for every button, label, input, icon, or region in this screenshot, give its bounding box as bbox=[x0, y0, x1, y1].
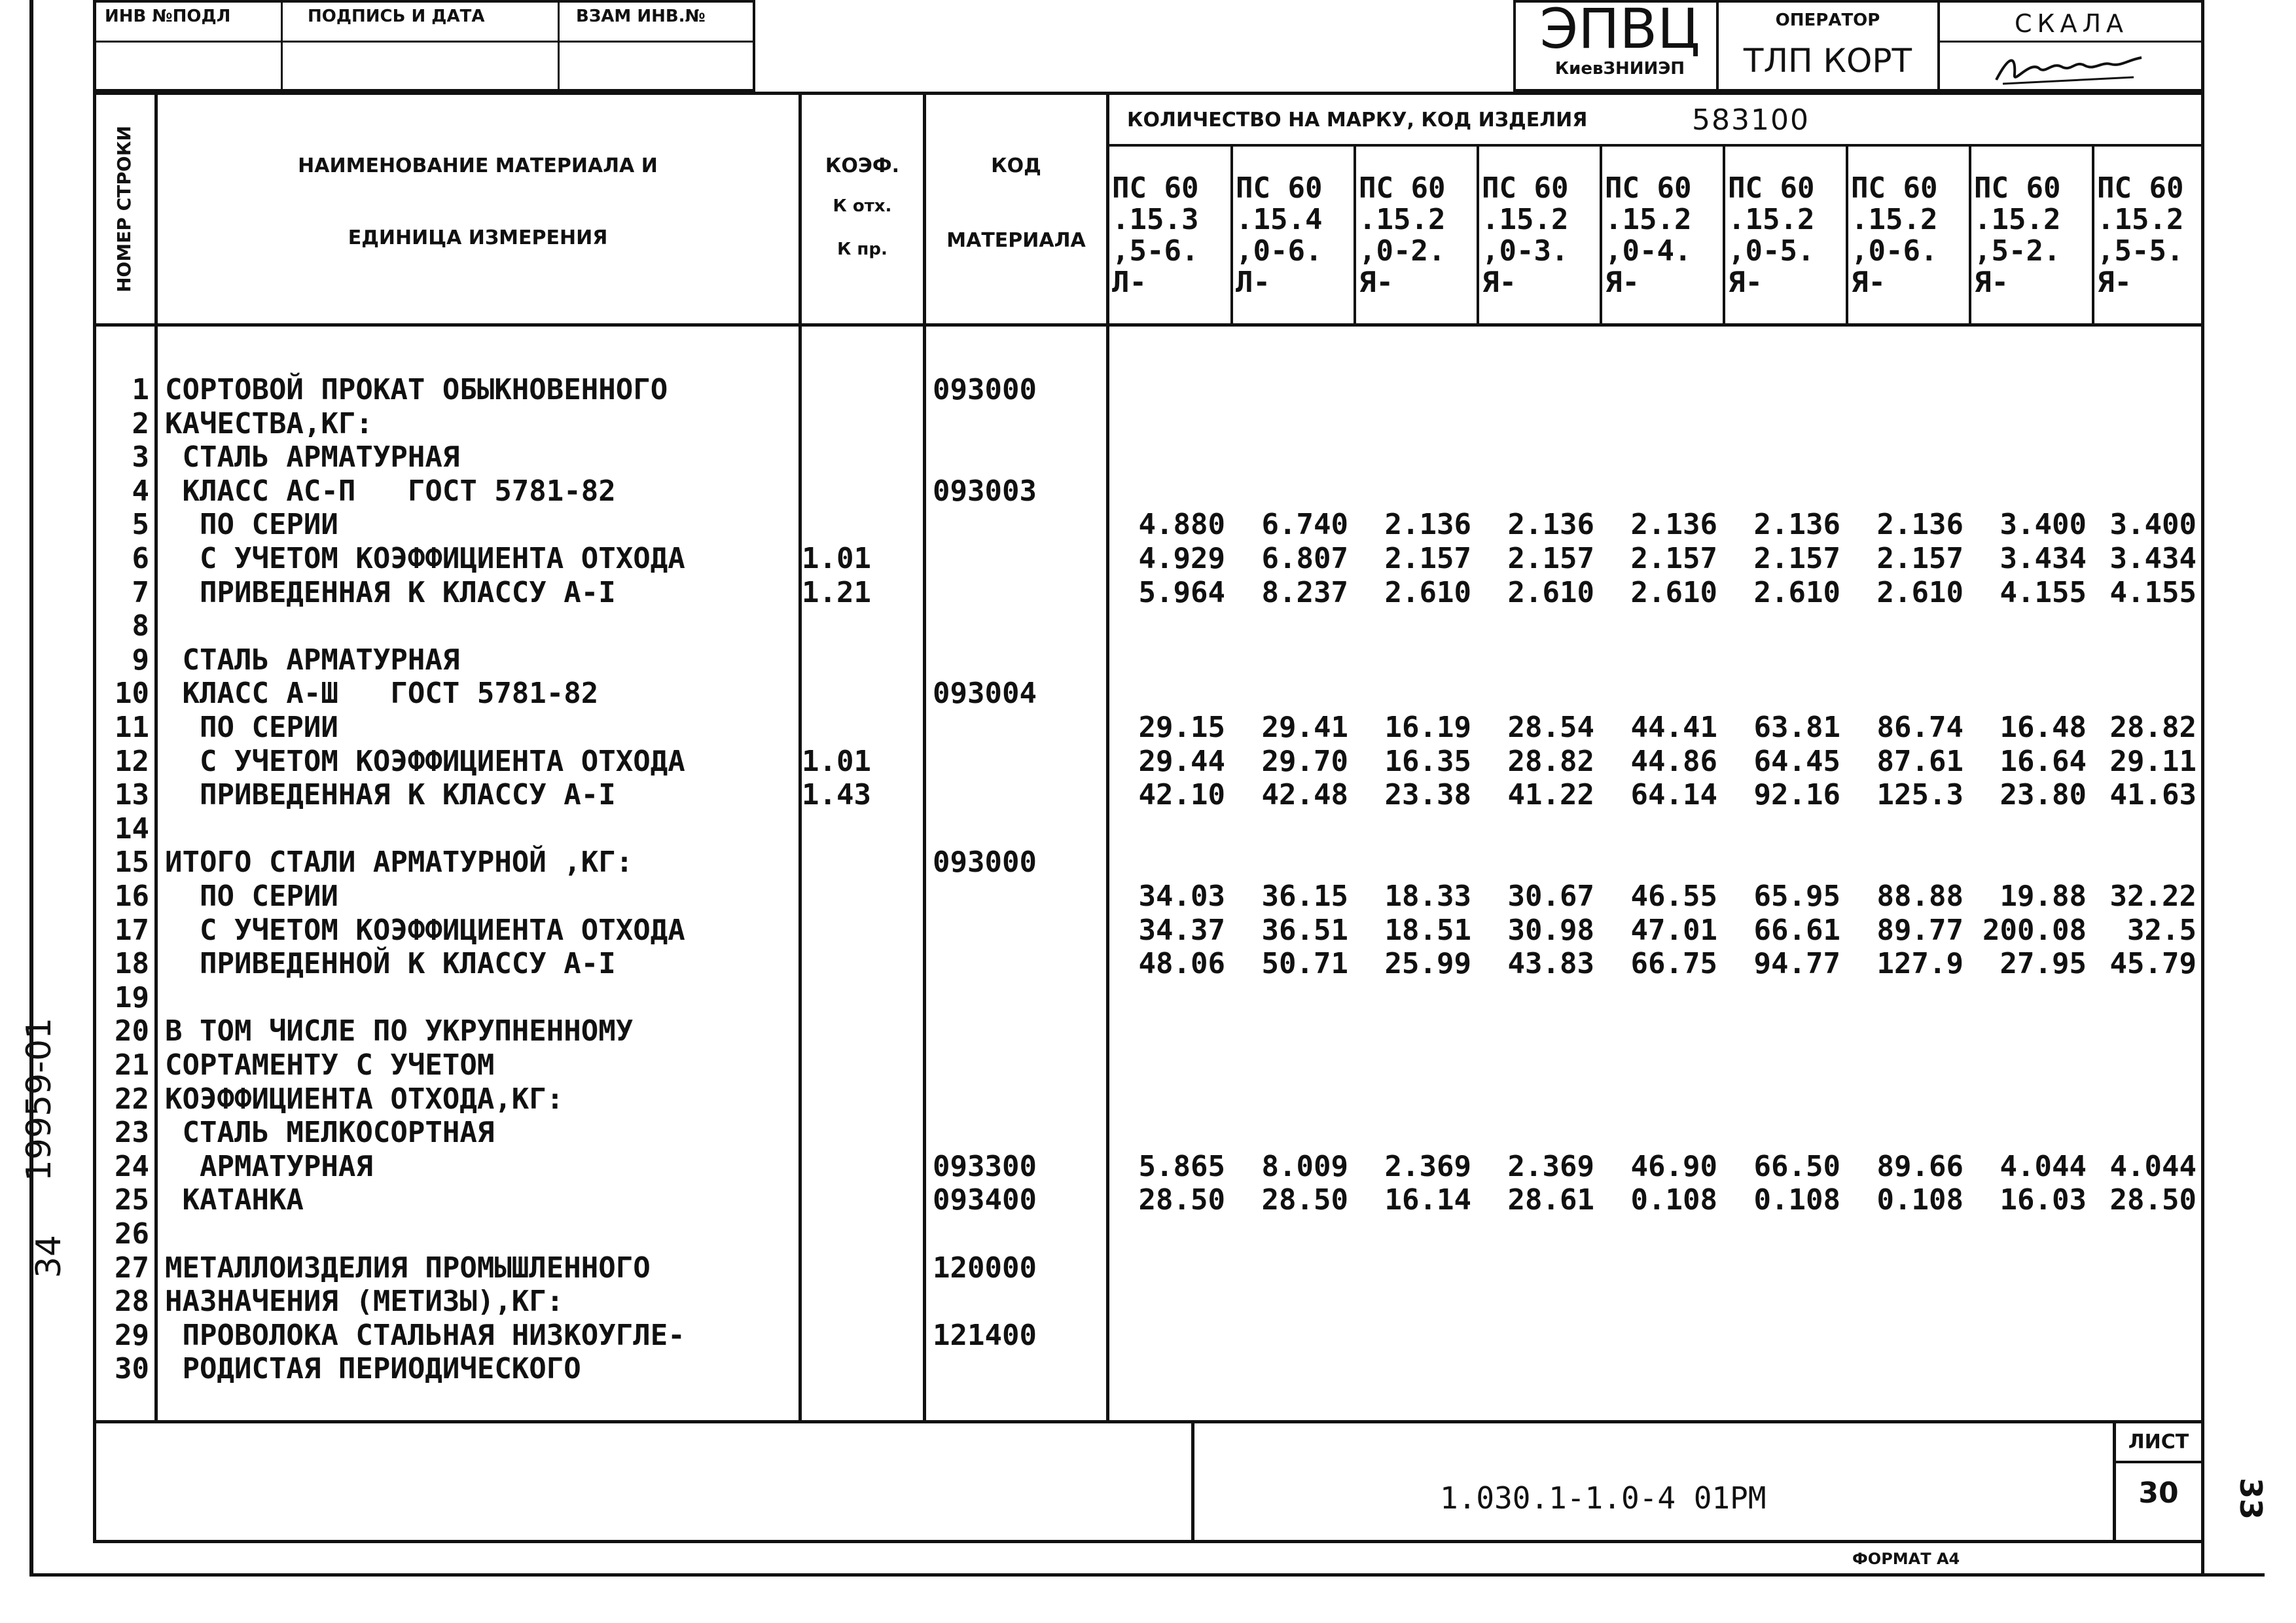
row-value: 2.610 bbox=[1384, 575, 1471, 609]
table-row bbox=[0, 711, 2201, 744]
row-number: 18 bbox=[115, 947, 149, 981]
table-row bbox=[0, 407, 2201, 440]
row-value: 2.610 bbox=[1630, 575, 1717, 609]
row-value: 45.79 bbox=[2109, 947, 2197, 981]
row-value: 28.54 bbox=[1507, 711, 1594, 744]
table-row bbox=[0, 1014, 2201, 1048]
row-material-code: 093000 bbox=[933, 846, 1037, 880]
row-number: 12 bbox=[115, 744, 149, 778]
table-row bbox=[0, 1082, 2201, 1116]
row-value: 43.83 bbox=[1507, 947, 1594, 981]
row-value: 4.155 bbox=[2109, 575, 2197, 609]
row-value: 8.237 bbox=[1261, 575, 1348, 609]
row-material-name: ПО СЕРИИ bbox=[165, 711, 338, 744]
row-material-name: КЛАСС АС-П ГОСТ 5781-82 bbox=[165, 474, 616, 508]
row-number: 3 bbox=[132, 440, 149, 474]
row-value: 28.50 bbox=[2109, 1183, 2197, 1217]
stamp-operator-value: ТЛП КОРТ bbox=[1743, 42, 1912, 80]
table-row bbox=[0, 846, 2201, 879]
table-row bbox=[0, 981, 2201, 1014]
product-column-3: ПС 60 .15.2 ,0-2. Я- bbox=[1359, 171, 1446, 299]
row-value: 42.10 bbox=[1138, 778, 1225, 812]
table-row bbox=[0, 677, 2201, 710]
row-value: 18.33 bbox=[1384, 880, 1471, 913]
row-value: 32.5 bbox=[2127, 913, 2197, 947]
row-number: 13 bbox=[115, 778, 149, 812]
row-material-name: КАТАНКА bbox=[165, 1183, 304, 1217]
row-value: 2.369 bbox=[1507, 1149, 1594, 1183]
table-row bbox=[0, 576, 2201, 609]
row-value: 50.71 bbox=[1261, 947, 1348, 981]
header-coef-line1: КОЭФ. bbox=[825, 154, 900, 177]
table-row bbox=[0, 542, 2201, 575]
header-coef-line3: К пр. bbox=[837, 240, 888, 259]
row-value: 6.807 bbox=[1261, 542, 1348, 575]
table-row bbox=[0, 1352, 2201, 1385]
table-row bbox=[0, 440, 2201, 474]
row-value: 4.044 bbox=[2000, 1149, 2087, 1183]
row-material-name: В ТОМ ЧИСЛЕ ПО УКРУПНЕННОМУ bbox=[165, 1014, 634, 1048]
row-value: 36.51 bbox=[1261, 913, 1348, 947]
row-value: 63.81 bbox=[1753, 711, 1840, 744]
row-value: 89.66 bbox=[1876, 1149, 1964, 1183]
row-value: 2.136 bbox=[1507, 508, 1594, 542]
table-row bbox=[0, 745, 2201, 778]
row-value: 5.964 bbox=[1138, 575, 1225, 609]
table-row bbox=[0, 1183, 2201, 1217]
row-number: 5 bbox=[132, 508, 149, 542]
row-value: 4.044 bbox=[2109, 1149, 2197, 1183]
row-number: 10 bbox=[115, 677, 149, 711]
stamp-org-big: ЭПВЦ bbox=[1539, 0, 1700, 61]
row-value: 28.82 bbox=[2109, 711, 2197, 744]
table-row bbox=[0, 1319, 2201, 1352]
header-code-line2: МАТЕРИАЛА bbox=[946, 229, 1086, 252]
row-material-code: 120000 bbox=[933, 1251, 1037, 1285]
row-value: 47.01 bbox=[1630, 913, 1717, 947]
row-number: 20 bbox=[115, 1014, 149, 1048]
row-material-name: С УЧЕТОМ КОЭФФИЦИЕНТА ОТХОДА bbox=[165, 913, 685, 947]
row-value: 42.48 bbox=[1261, 778, 1348, 812]
table-row bbox=[0, 778, 2201, 812]
row-value: 3.434 bbox=[2000, 542, 2087, 575]
row-value: 89.77 bbox=[1876, 913, 1964, 947]
table-row bbox=[0, 914, 2201, 947]
header-code-line1: КОД bbox=[991, 154, 1041, 177]
stamp-operator-label: ОПЕРАТОР bbox=[1775, 10, 1880, 30]
row-value: 29.70 bbox=[1261, 744, 1348, 778]
row-material-name: ПРИВЕДЕННОЙ К КЛАССУ А-I bbox=[165, 947, 616, 981]
row-material-code: 093000 bbox=[933, 373, 1037, 406]
row-value: 28.61 bbox=[1507, 1183, 1594, 1217]
row-value: 34.37 bbox=[1138, 913, 1225, 947]
row-coefficient: 1.01 bbox=[802, 744, 871, 778]
row-value: 19.88 bbox=[2000, 880, 2087, 913]
table-row bbox=[0, 880, 2201, 913]
row-value: 2.369 bbox=[1384, 1149, 1471, 1183]
product-column-8: ПС 60 .15.2 ,5-2. Я- bbox=[1974, 171, 2061, 299]
row-value: 29.41 bbox=[1261, 711, 1348, 744]
row-value: 18.51 bbox=[1384, 913, 1471, 947]
row-value: 34.03 bbox=[1138, 880, 1225, 913]
row-value: 44.86 bbox=[1630, 744, 1717, 778]
row-value: 16.64 bbox=[2000, 744, 2087, 778]
row-number: 23 bbox=[115, 1116, 149, 1150]
stamp-podpis-data: ПОДПИСЬ И ДАТА bbox=[308, 7, 485, 26]
row-value: 28.50 bbox=[1138, 1183, 1225, 1217]
row-material-name: РОДИСТАЯ ПЕРИОДИЧЕСКОГО bbox=[165, 1352, 581, 1386]
row-material-name: СТАЛЬ АРМАТУРНАЯ bbox=[165, 643, 460, 677]
row-value: 16.19 bbox=[1384, 711, 1471, 744]
product-column-2: ПС 60 .15.4 ,0-6. Л- bbox=[1236, 171, 1323, 299]
row-number: 11 bbox=[115, 711, 149, 744]
row-value: 8.009 bbox=[1261, 1149, 1348, 1183]
row-value: 2.610 bbox=[1507, 575, 1594, 609]
product-column-4: ПС 60 .15.2 ,0-3. Я- bbox=[1482, 171, 1569, 299]
row-value: 2.157 bbox=[1876, 542, 1964, 575]
row-value: 2.157 bbox=[1753, 542, 1840, 575]
row-value: 16.14 bbox=[1384, 1183, 1471, 1217]
row-value: 25.99 bbox=[1384, 947, 1471, 981]
row-material-name: С УЧЕТОМ КОЭФФИЦИЕНТА ОТХОДА bbox=[165, 744, 685, 778]
row-value: 44.41 bbox=[1630, 711, 1717, 744]
row-value: 4.929 bbox=[1138, 542, 1225, 575]
footer-sheet-line bbox=[2113, 1461, 2204, 1463]
row-value: 64.45 bbox=[1753, 744, 1840, 778]
stamp-inv-podl: ИНВ №ПОДЛ bbox=[105, 7, 231, 26]
row-value: 3.400 bbox=[2109, 508, 2197, 542]
row-value: 86.74 bbox=[1876, 711, 1964, 744]
row-value: 127.9 bbox=[1876, 947, 1964, 981]
row-number: 24 bbox=[115, 1149, 149, 1183]
row-value: 6.740 bbox=[1261, 508, 1348, 542]
row-value: 28.50 bbox=[1261, 1183, 1348, 1217]
footer-format-label: ФОРМАТ А4 bbox=[1852, 1550, 1960, 1568]
row-number: 25 bbox=[115, 1183, 149, 1217]
header-qty-label: КОЛИЧЕСТВО НА МАРКУ, КОД ИЗДЕЛИЯ bbox=[1127, 109, 1588, 132]
table-row bbox=[0, 643, 2201, 677]
row-number: 4 bbox=[132, 474, 149, 508]
header-name-line1: НАИМЕНОВАНИЕ МАТЕРИАЛА И bbox=[298, 154, 658, 177]
row-value: 28.82 bbox=[1507, 744, 1594, 778]
footer-divider bbox=[1191, 1420, 1194, 1543]
product-column-9: ПС 60 .15.2 ,5-5. Я- bbox=[2097, 173, 2184, 299]
row-value: 87.61 bbox=[1876, 744, 1964, 778]
row-value: 94.77 bbox=[1753, 947, 1840, 981]
row-value: 36.15 bbox=[1261, 880, 1348, 913]
row-number: 15 bbox=[115, 846, 149, 880]
row-value: 2.136 bbox=[1630, 508, 1717, 542]
row-number: 16 bbox=[115, 880, 149, 913]
row-material-name: ИТОГО СТАЛИ АРМАТУРНОЙ ,КГ: bbox=[165, 846, 634, 880]
row-value: 23.80 bbox=[2000, 778, 2087, 812]
row-number: 27 bbox=[115, 1251, 149, 1285]
row-material-name: АРМАТУРНАЯ bbox=[165, 1149, 373, 1183]
row-value: 48.06 bbox=[1138, 947, 1225, 981]
header-row-number: НОМЕР СТРОКИ bbox=[113, 126, 135, 293]
row-value: 2.610 bbox=[1753, 575, 1840, 609]
row-value: 0.108 bbox=[1876, 1183, 1964, 1217]
row-value: 29.15 bbox=[1138, 711, 1225, 744]
product-column-6: ПС 60 .15.2 ,0-5. Я- bbox=[1728, 171, 1815, 299]
table-row bbox=[0, 474, 2201, 508]
row-material-name: ПО СЕРИИ bbox=[165, 508, 338, 542]
table-row bbox=[0, 1251, 2201, 1285]
row-material-name: КОЭФФИЦИЕНТА ОТХОДА,КГ: bbox=[165, 1082, 564, 1116]
row-value: 4.155 bbox=[2000, 575, 2087, 609]
table-row bbox=[0, 1048, 2201, 1082]
row-material-code: 121400 bbox=[933, 1318, 1037, 1352]
side-page-number: 34 bbox=[29, 1234, 69, 1279]
row-material-name: ПРИВЕДЕННАЯ К КЛАССУ А-I bbox=[165, 778, 616, 812]
stamp-vzam-inv: ВЗАМ ИНВ.№ bbox=[576, 7, 706, 26]
row-number: 22 bbox=[115, 1082, 149, 1116]
product-column-5: ПС 60 .15.2 ,0-4. Я- bbox=[1605, 171, 1692, 299]
table-row bbox=[0, 508, 2201, 541]
footer-sheet-label: ЛИСТ bbox=[2128, 1431, 2189, 1454]
row-material-code: 093300 bbox=[933, 1149, 1037, 1183]
row-number: 26 bbox=[115, 1217, 149, 1251]
header-coef-line2: К отх. bbox=[833, 196, 892, 216]
row-value: 23.38 bbox=[1384, 778, 1471, 812]
row-material-code: 093400 bbox=[933, 1183, 1037, 1217]
row-number: 8 bbox=[132, 609, 149, 643]
product-column-7: ПС 60 .15.2 ,0-6. Я- bbox=[1851, 171, 1938, 299]
row-value: 65.95 bbox=[1753, 880, 1840, 913]
row-value: 3.434 bbox=[2109, 542, 2197, 575]
footer-doc-code: 1.030.1-1.0-4 01PM bbox=[1440, 1480, 1767, 1516]
row-number: 28 bbox=[115, 1285, 149, 1319]
row-number: 21 bbox=[115, 1048, 149, 1082]
table-row bbox=[0, 947, 2201, 980]
row-number: 14 bbox=[115, 812, 149, 846]
row-value: 16.03 bbox=[2000, 1183, 2087, 1217]
row-material-name: СТАЛЬ МЕЛКОСОРТНАЯ bbox=[165, 1116, 495, 1150]
table-row bbox=[0, 373, 2201, 406]
product-column-1: ПС 60 .15.3 ,5-6. Л- bbox=[1112, 171, 1199, 299]
row-number: 6 bbox=[132, 542, 149, 575]
row-value: 92.16 bbox=[1753, 778, 1840, 812]
row-value: 41.63 bbox=[2109, 778, 2197, 812]
row-value: 2.136 bbox=[1753, 508, 1840, 542]
row-material-name: СТАЛЬ АРМАТУРНАЯ bbox=[165, 440, 460, 474]
row-value: 2.610 bbox=[1876, 575, 1964, 609]
row-value: 27.95 bbox=[2000, 947, 2087, 981]
row-number: 7 bbox=[132, 575, 149, 609]
row-value: 2.157 bbox=[1630, 542, 1717, 575]
row-value: 66.61 bbox=[1753, 913, 1840, 947]
row-value: 4.880 bbox=[1138, 508, 1225, 542]
row-value: 125.3 bbox=[1876, 778, 1964, 812]
row-material-name: СОРТАМЕНТУ С УЧЕТОМ bbox=[165, 1048, 495, 1082]
footer-sheet-number: 30 bbox=[2138, 1476, 2179, 1510]
row-coefficient: 1.01 bbox=[802, 542, 871, 575]
row-value: 2.157 bbox=[1384, 542, 1471, 575]
row-value: 29.11 bbox=[2109, 744, 2197, 778]
header-name-line2: ЕДИНИЦА ИЗМЕРЕНИЯ bbox=[348, 226, 608, 249]
row-coefficient: 1.43 bbox=[802, 778, 871, 812]
row-value: 32.22 bbox=[2109, 880, 2197, 913]
row-value: 46.55 bbox=[1630, 880, 1717, 913]
row-value: 41.22 bbox=[1507, 778, 1594, 812]
table-row bbox=[0, 609, 2201, 643]
row-value: 30.98 bbox=[1507, 913, 1594, 947]
row-value: 200.08 bbox=[1982, 913, 2087, 947]
row-value: 88.88 bbox=[1876, 880, 1964, 913]
row-value: 66.50 bbox=[1753, 1149, 1840, 1183]
row-material-name: ПО СЕРИИ bbox=[165, 880, 338, 913]
row-number: 9 bbox=[132, 643, 149, 677]
row-value: 29.44 bbox=[1138, 744, 1225, 778]
row-material-name: С УЧЕТОМ КОЭФФИЦИЕНТА ОТХОДА bbox=[165, 542, 685, 575]
row-value: 16.48 bbox=[2000, 711, 2087, 744]
row-value: 16.35 bbox=[1384, 744, 1471, 778]
row-material-name: КЛАСС А-Ш ГОСТ 5781-82 bbox=[165, 677, 599, 711]
row-value: 2.157 bbox=[1507, 542, 1594, 575]
row-number: 19 bbox=[115, 980, 149, 1014]
row-number: 30 bbox=[115, 1352, 149, 1386]
row-material-name: МЕТАЛЛОИЗДЕЛИЯ ПРОМЫШЛЕННОГО bbox=[165, 1251, 651, 1285]
row-value: 0.108 bbox=[1753, 1183, 1840, 1217]
table-row bbox=[0, 1285, 2201, 1318]
row-value: 2.136 bbox=[1876, 508, 1964, 542]
row-value: 5.865 bbox=[1138, 1149, 1225, 1183]
row-value: 30.67 bbox=[1507, 880, 1594, 913]
row-value: 0.108 bbox=[1630, 1183, 1717, 1217]
stamp-system-label: СКАЛА bbox=[2014, 9, 2129, 38]
row-material-code: 093004 bbox=[933, 677, 1037, 711]
row-material-name: ПРОВОЛОКА СТАЛЬНАЯ НИЗКОУГЛЕ- bbox=[165, 1318, 685, 1352]
row-material-name: СОРТОВОЙ ПРОКАТ ОБЫКНОВЕННОГО bbox=[165, 373, 668, 406]
row-material-name: НАЗНАЧЕНИЯ (МЕТИЗЫ),КГ: bbox=[165, 1285, 564, 1319]
row-number: 17 bbox=[115, 913, 149, 947]
row-value: 66.75 bbox=[1630, 947, 1717, 981]
margin-sheet-number: 33 bbox=[2233, 1477, 2269, 1520]
row-value: 64.14 bbox=[1630, 778, 1717, 812]
row-number: 2 bbox=[132, 406, 149, 440]
row-material-name: КАЧЕСТВА,КГ: bbox=[165, 406, 373, 440]
stamp-org-small: КиевЗНИИЭП bbox=[1554, 59, 1685, 79]
row-number: 1 bbox=[132, 373, 149, 406]
row-coefficient: 1.21 bbox=[802, 575, 871, 609]
row-material-name: ПРИВЕДЕННАЯ К КЛАССУ А-I bbox=[165, 575, 616, 609]
table-row bbox=[0, 1150, 2201, 1183]
row-material-code: 093003 bbox=[933, 474, 1037, 508]
row-value: 2.136 bbox=[1384, 508, 1471, 542]
row-value: 46.90 bbox=[1630, 1149, 1717, 1183]
row-number: 29 bbox=[115, 1318, 149, 1352]
row-value: 3.400 bbox=[2000, 508, 2087, 542]
table-row bbox=[0, 1217, 2201, 1251]
header-product-code: 583100 bbox=[1692, 103, 1810, 137]
table-row bbox=[0, 1116, 2201, 1149]
table-row bbox=[0, 812, 2201, 846]
side-inventory-number: 19959-01 bbox=[20, 1017, 59, 1182]
